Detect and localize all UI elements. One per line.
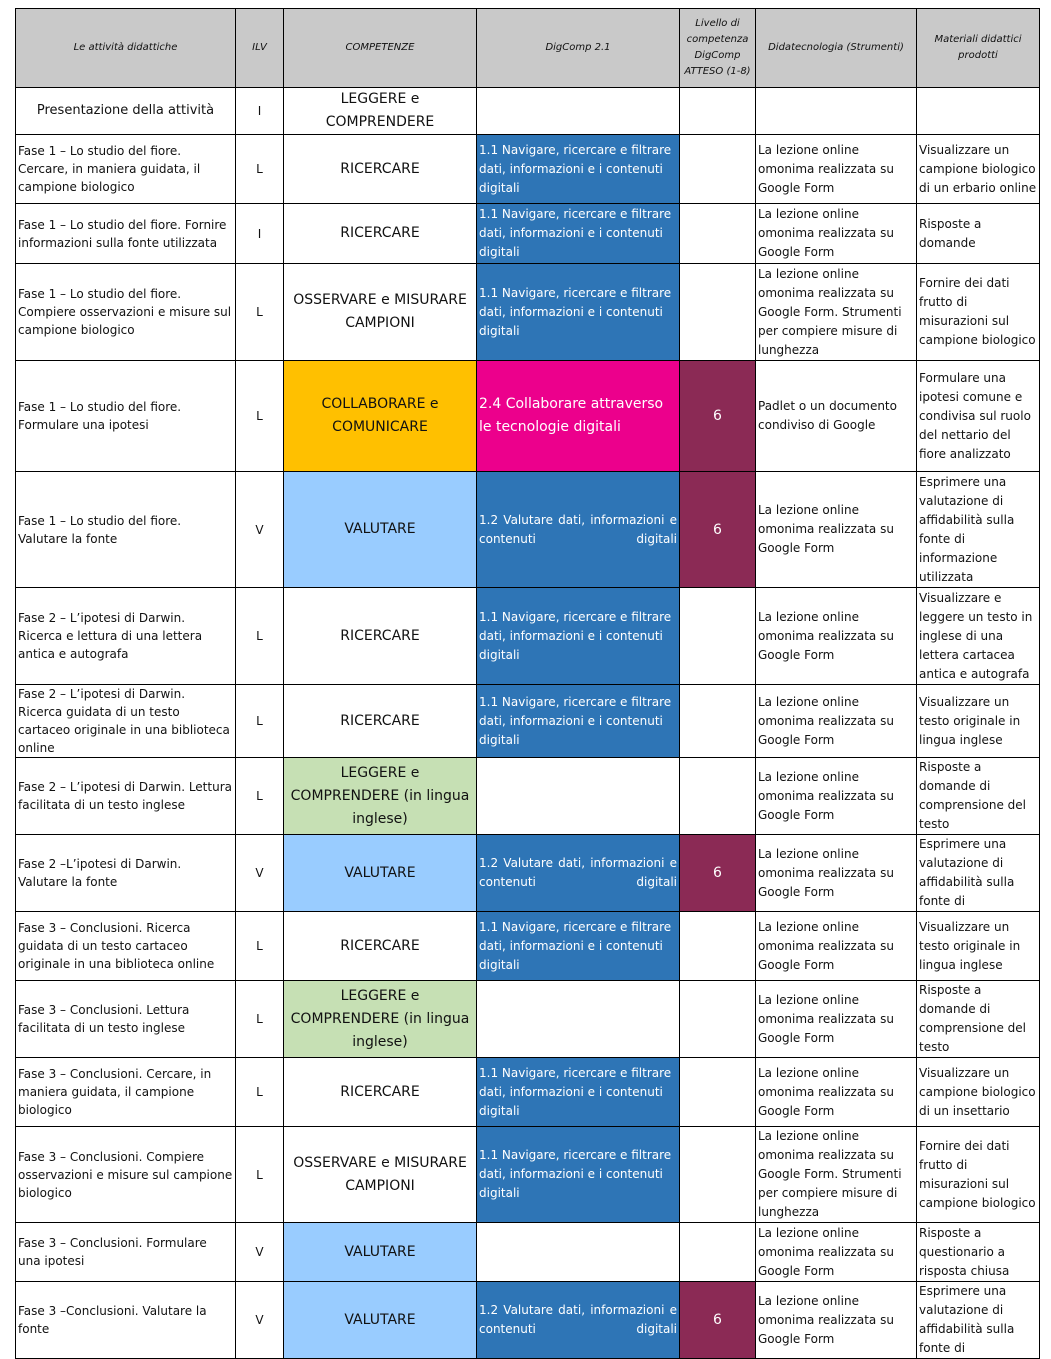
cell-ilv-text: L (256, 939, 263, 953)
cell-competenza-text: COLLABORARE e COMUNICARE (321, 396, 439, 435)
cell-livello (680, 835, 756, 912)
cell-digcomp (477, 981, 680, 1058)
cell-attivita (16, 835, 236, 912)
cell-ilv-text: L (256, 714, 263, 728)
cell-ilv-text: L (256, 629, 263, 643)
cell-materiali-text: Risposte a domande di comprensione del testo (919, 760, 1026, 831)
cell-ilv-text: V (255, 1245, 264, 1259)
cell-digcomp-text: 1.1 Navigare, ricercare e filtrare dati, informazioni e i contenuti digitali (479, 919, 672, 972)
cell-digcomp (477, 472, 680, 588)
cell-ilv-text: L (256, 789, 263, 803)
cell-ilv (236, 685, 284, 758)
cell-didatecnologia (756, 1058, 917, 1127)
cell-competenza (284, 1282, 477, 1359)
table-row (16, 1058, 1040, 1127)
cell-attivita (16, 472, 236, 588)
header-materiali: Materiali didattici prodotti (917, 9, 1040, 88)
table-body (16, 88, 1040, 1359)
cell-materiali (917, 135, 1040, 204)
cell-livello (680, 1223, 756, 1282)
cell-materiali (917, 88, 1040, 135)
cell-livello (680, 472, 756, 588)
cell-ilv (236, 912, 284, 981)
cell-attivita-text: Fase 3 – Conclusioni. Ricerca guidata di un testo cartaceo originale in una biblioteca online (18, 921, 215, 971)
cell-competenza-text: RICERCARE (340, 225, 420, 241)
cell-competenza-text: VALUTARE (344, 864, 416, 881)
cell-didatecnologia-text: La lezione online omonima realizzata su Google Form (758, 992, 894, 1045)
cell-competenza-text: VALUTARE (344, 1243, 416, 1260)
table-row (16, 758, 1040, 835)
cell-digcomp (477, 361, 680, 472)
cell-attivita (16, 361, 236, 472)
cell-competenza (284, 1127, 477, 1223)
cell-competenza (284, 88, 477, 135)
cell-competenza (284, 758, 477, 835)
cell-digcomp (477, 588, 680, 685)
cell-didatecnologia (756, 835, 917, 912)
table-row (16, 588, 1040, 685)
cell-competenza-text: VALUTARE (344, 521, 416, 537)
cell-competenza-text: LEGGERE e COMPRENDERE (325, 91, 435, 130)
cell-attivita-text: Presentazione della attività (36, 103, 215, 118)
cell-ilv (236, 88, 284, 135)
cell-materiali-text: Visualizzare un campione biologico di un insettario (919, 1065, 1036, 1118)
cell-digcomp (477, 88, 680, 135)
cell-materiali-text: Formulare una ipotesi comune e condivisa sul ruolo del nettario del fiore analizzato (919, 370, 1031, 461)
cell-materiali (917, 758, 1040, 835)
cell-didatecnologia-text: La lezione online omonima realizzata su Google Form (758, 142, 894, 195)
cell-ilv (236, 1223, 284, 1282)
header-didatecnologia: Didatecnologia (Strumenti) (756, 9, 917, 88)
cell-ilv-text: L (256, 1167, 263, 1182)
cell-materiali (917, 685, 1040, 758)
cell-attivita (16, 1058, 236, 1127)
cell-attivita-text: Fase 2 – L’ipotesi di Darwin. Lettura facilitata di un testo inglese (18, 780, 232, 812)
cell-digcomp-text: 1.2 Valutare dati, informazioni e contenuti digitali (479, 512, 677, 546)
cell-livello (680, 1127, 756, 1223)
cell-didatecnologia (756, 472, 917, 588)
cell-ilv (236, 1282, 284, 1359)
header-competenze: COMPETENZE (284, 9, 477, 88)
cell-livello-text: 6 (713, 1312, 722, 1328)
cell-ilv-text: I (257, 226, 262, 241)
cell-competenza (284, 981, 477, 1058)
cell-materiali-text: Fornire dei dati frutto di misurazioni sul campione biologico (919, 1138, 1036, 1210)
cell-didatecnologia-text: La lezione online omonima realizzata su Google Form (758, 769, 894, 822)
cell-didatecnologia-text: La lezione online omonima realizzata su Google Form (758, 919, 894, 972)
cell-attivita (16, 912, 236, 981)
cell-ilv (236, 835, 284, 912)
cell-digcomp-text: 1.1 Navigare, ricercare e filtrare dati, informazioni e i contenuti digitali (479, 285, 672, 338)
cell-digcomp (477, 912, 680, 981)
cell-materiali (917, 588, 1040, 685)
cell-didatecnologia-text: La lezione online omonima realizzata su Google Form (758, 694, 894, 747)
cell-didatecnologia-text: La lezione online omonima realizzata su Google Form (758, 1293, 894, 1346)
table-row (16, 1223, 1040, 1282)
table-row (16, 472, 1040, 588)
cell-digcomp-text: 1.1 Navigare, ricercare e filtrare dati, informazioni e i contenuti digitali (479, 1065, 672, 1118)
cell-digcomp-text: 1.2 Valutare dati, informazioni e contenuti digitali (479, 856, 677, 889)
cell-digcomp (477, 1282, 680, 1359)
cell-attivita-text: Fase 2 –L’ipotesi di Darwin. Valutare la fonte (18, 857, 182, 889)
cell-digcomp (477, 1127, 680, 1223)
cell-competenza (284, 472, 477, 588)
cell-ilv-text: I (257, 104, 262, 118)
table-header (16, 9, 1040, 88)
cell-livello (680, 204, 756, 264)
header-row (16, 9, 1040, 88)
cell-didatecnologia (756, 135, 917, 204)
cell-livello-text: 6 (713, 408, 722, 424)
cell-attivita-text: Fase 1 – Lo studio del fiore. Fornire informazioni sulla fonte utilizzata (18, 217, 227, 250)
cell-competenza-text: RICERCARE (340, 1083, 420, 1100)
cell-digcomp (477, 204, 680, 264)
cell-attivita (16, 264, 236, 361)
cell-livello (680, 685, 756, 758)
cell-attivita (16, 981, 236, 1058)
cell-didatecnologia-text: La lezione online omonima realizzata su Google Form. Strumenti per compiere misure di lunghezza (758, 1129, 902, 1219)
cell-attivita-text: Fase 1 – Lo studio del fiore. Compiere osservazioni e misure sul campione biologico (18, 287, 232, 337)
cell-didatecnologia-text: La lezione online omonima realizzata su Google Form (758, 1225, 894, 1278)
cell-attivita-text: Fase 1 – Lo studio del fiore. Valutare la fonte (18, 513, 182, 546)
table-row (16, 361, 1040, 472)
cell-attivita-text: Fase 2 – L’ipotesi di Darwin. Ricerca guidata di un testo cartaceo originale in una biblioteca online (18, 687, 230, 755)
cell-attivita (16, 588, 236, 685)
cell-ilv (236, 1127, 284, 1223)
table-row (16, 981, 1040, 1058)
cell-materiali-text: Visualizzare e leggere un testo in inglese di una lettera cartacea antica e autografa (919, 590, 1033, 681)
header-ilv: ILV (236, 9, 284, 88)
cell-ilv (236, 981, 284, 1058)
cell-attivita-text: Fase 3 – Conclusioni. Cercare, in maniera guidata, il campione biologico (18, 1067, 212, 1117)
cell-materiali-text: Esprimere una valutazione di affidabilità sulla fonte di (919, 1284, 1015, 1355)
cell-didatecnologia-text: La lezione online omonima realizzata su Google Form (758, 503, 894, 555)
cell-livello (680, 135, 756, 204)
cell-competenza (284, 1223, 477, 1282)
cell-competenza (284, 361, 477, 472)
cell-digcomp (477, 135, 680, 204)
cell-attivita (16, 135, 236, 204)
cell-digcomp (477, 835, 680, 912)
cell-competenza-text: RICERCARE (340, 937, 420, 954)
cell-livello-text: 6 (713, 865, 722, 881)
cell-competenza-text: OSSERVARE e MISURARE CAMPIONI (293, 292, 467, 331)
cell-competenza (284, 204, 477, 264)
cell-materiali-text: Esprimere una valutazione di affidabilità sulla fonte di (919, 837, 1015, 908)
cell-competenza-text: LEGGERE e COMPRENDERE (in lingua inglese) (290, 987, 470, 1050)
table-row (16, 264, 1040, 361)
cell-competenza-text: OSSERVARE e MISURARE CAMPIONI (293, 1154, 467, 1194)
cell-livello (680, 1282, 756, 1359)
table-row (16, 835, 1040, 912)
cell-ilv (236, 361, 284, 472)
cell-didatecnologia (756, 685, 917, 758)
cell-materiali (917, 264, 1040, 361)
cell-attivita-text: Fase 3 – Conclusioni. Formulare una ipotesi (18, 1236, 207, 1268)
cell-ilv (236, 1058, 284, 1127)
cell-livello (680, 912, 756, 981)
cell-materiali (917, 1223, 1040, 1282)
cell-materiali-text: Risposte a domande (919, 216, 982, 250)
cell-livello (680, 88, 756, 135)
cell-competenza (284, 588, 477, 685)
cell-competenza-text: RICERCARE (340, 160, 420, 177)
cell-didatecnologia-text: La lezione online omonima realizzata su Google Form (758, 609, 894, 662)
activities-table (15, 8, 1040, 1359)
cell-materiali (917, 472, 1040, 588)
cell-livello (680, 264, 756, 361)
cell-competenza (284, 264, 477, 361)
cell-materiali-text: Visualizzare un testo originale in lingua inglese (919, 694, 1021, 747)
cell-attivita-text: Fase 1 – Lo studio del fiore. Formulare una ipotesi (18, 400, 182, 432)
table-row (16, 685, 1040, 758)
cell-ilv (236, 135, 284, 204)
cell-didatecnologia (756, 204, 917, 264)
header-digcomp: DigComp 2.1 (477, 9, 680, 88)
cell-competenza-text: LEGGERE e COMPRENDERE (in lingua inglese) (290, 764, 470, 827)
cell-competenza (284, 835, 477, 912)
cell-ilv-text: V (255, 1313, 264, 1327)
cell-livello (680, 981, 756, 1058)
cell-attivita (16, 1282, 236, 1359)
cell-didatecnologia (756, 264, 917, 361)
cell-digcomp-text: 1.1 Navigare, ricercare e filtrare dati, informazioni e i contenuti digitali (479, 207, 672, 259)
cell-ilv-text: L (256, 409, 263, 423)
cell-ilv-text: V (255, 522, 264, 537)
cell-ilv (236, 472, 284, 588)
cell-ilv-text: L (256, 1012, 263, 1026)
cell-ilv-text: L (256, 305, 263, 319)
cell-digcomp (477, 1058, 680, 1127)
cell-didatecnologia (756, 88, 917, 135)
cell-digcomp-text: 1.1 Navigare, ricercare e filtrare dati, informazioni e i contenuti digitali (479, 1148, 672, 1200)
cell-digcomp-text: 1.1 Navigare, ricercare e filtrare dati, informazioni e i contenuti digitali (479, 609, 672, 662)
cell-attivita-text: Fase 3 – Conclusioni. Compiere osservazioni e misure sul campione biologico (18, 1149, 233, 1200)
cell-didatecnologia (756, 1223, 917, 1282)
cell-didatecnologia-text: La lezione online omonima realizzata su Google Form (758, 1065, 894, 1118)
cell-materiali (917, 1058, 1040, 1127)
cell-materiali (917, 912, 1040, 981)
cell-didatecnologia (756, 912, 917, 981)
cell-attivita (16, 204, 236, 264)
cell-didatecnologia (756, 588, 917, 685)
cell-ilv-text: L (256, 1085, 263, 1099)
cell-materiali-text: Visualizzare un testo originale in lingua inglese (919, 919, 1021, 972)
cell-attivita (16, 1127, 236, 1223)
cell-livello-text: 6 (713, 521, 722, 538)
cell-materiali (917, 981, 1040, 1058)
cell-materiali (917, 835, 1040, 912)
table-row (16, 1282, 1040, 1359)
cell-ilv-text: V (255, 866, 264, 880)
table-row (16, 912, 1040, 981)
cell-attivita (16, 758, 236, 835)
cell-competenza-text: RICERCARE (340, 712, 420, 729)
cell-competenza-text: VALUTARE (344, 1311, 416, 1328)
cell-livello (680, 361, 756, 472)
cell-materiali-text: Esprimere una valutazione di affidabilità sulla fonte di informazione utilizzata (919, 474, 1015, 584)
cell-didatecnologia-text: La lezione online omonima realizzata su Google Form (758, 846, 894, 899)
cell-attivita-text: Fase 3 – Conclusioni. Lettura facilitata di un testo inglese (18, 1003, 190, 1035)
cell-digcomp (477, 685, 680, 758)
cell-digcomp-text: 2.4 Collaborare attraverso le tecnologie digitali (479, 396, 664, 435)
cell-digcomp-text: 1.1 Navigare, ricercare e filtrare dati, informazioni e i contenuti digitali (479, 142, 672, 195)
cell-materiali (917, 204, 1040, 264)
cell-competenza (284, 685, 477, 758)
cell-digcomp-text: 1.2 Valutare dati, informazioni e contenuti digitali (479, 1303, 677, 1336)
cell-competenza (284, 1058, 477, 1127)
cell-materiali-text: Risposte a questionario a risposta chiusa (919, 1225, 1010, 1278)
cell-didatecnologia (756, 758, 917, 835)
table-row (16, 135, 1040, 204)
header-attivita: Le attività didattiche (16, 9, 236, 88)
cell-livello (680, 1058, 756, 1127)
header-livello: Livello di competenza DigComp ATTESO (1-8) (680, 9, 756, 88)
cell-materiali (917, 361, 1040, 472)
cell-competenza (284, 135, 477, 204)
cell-livello (680, 758, 756, 835)
cell-materiali-text: Fornire dei dati frutto di misurazioni sul campione biologico (919, 276, 1036, 347)
cell-didatecnologia (756, 1282, 917, 1359)
cell-digcomp-text: 1.1 Navigare, ricercare e filtrare dati, informazioni e i contenuti digitali (479, 694, 672, 747)
cell-materiali-text: Visualizzare un campione biologico di un erbario online (919, 142, 1037, 195)
cell-attivita (16, 88, 236, 135)
cell-didatecnologia (756, 361, 917, 472)
cell-attivita-text: Fase 2 – L’ipotesi di Darwin. Ricerca e lettura di una lettera antica e autografa (18, 611, 203, 661)
cell-digcomp (477, 264, 680, 361)
table-row (16, 204, 1040, 264)
cell-competenza (284, 912, 477, 981)
cell-didatecnologia-text: Padlet o un documento condiviso di Google (758, 399, 897, 432)
cell-didatecnologia (756, 981, 917, 1058)
cell-materiali (917, 1282, 1040, 1359)
cell-attivita-text: Fase 3 –Conclusioni. Valutare la fonte (18, 1304, 207, 1336)
cell-attivita (16, 1223, 236, 1282)
cell-ilv (236, 588, 284, 685)
cell-didatecnologia (756, 1127, 917, 1223)
cell-ilv-text: L (256, 162, 263, 176)
cell-digcomp (477, 1223, 680, 1282)
cell-materiali (917, 1127, 1040, 1223)
cell-ilv (236, 264, 284, 361)
cell-ilv (236, 758, 284, 835)
cell-ilv (236, 204, 284, 264)
cell-materiali-text: Risposte a domande di comprensione del testo (919, 983, 1026, 1054)
cell-attivita (16, 685, 236, 758)
cell-didatecnologia-text: La lezione online omonima realizzata su Google Form (758, 207, 894, 259)
cell-competenza-text: RICERCARE (340, 627, 420, 644)
cell-digcomp (477, 758, 680, 835)
cell-livello (680, 588, 756, 685)
cell-didatecnologia-text: La lezione online omonima realizzata su Google Form. Strumenti per compiere misure di lunghezza (758, 266, 902, 357)
cell-attivita-text: Fase 1 – Lo studio del fiore. Cercare, in maniera guidata, il campione biologico (18, 144, 201, 194)
table-row (16, 1127, 1040, 1223)
table-row (16, 88, 1040, 135)
